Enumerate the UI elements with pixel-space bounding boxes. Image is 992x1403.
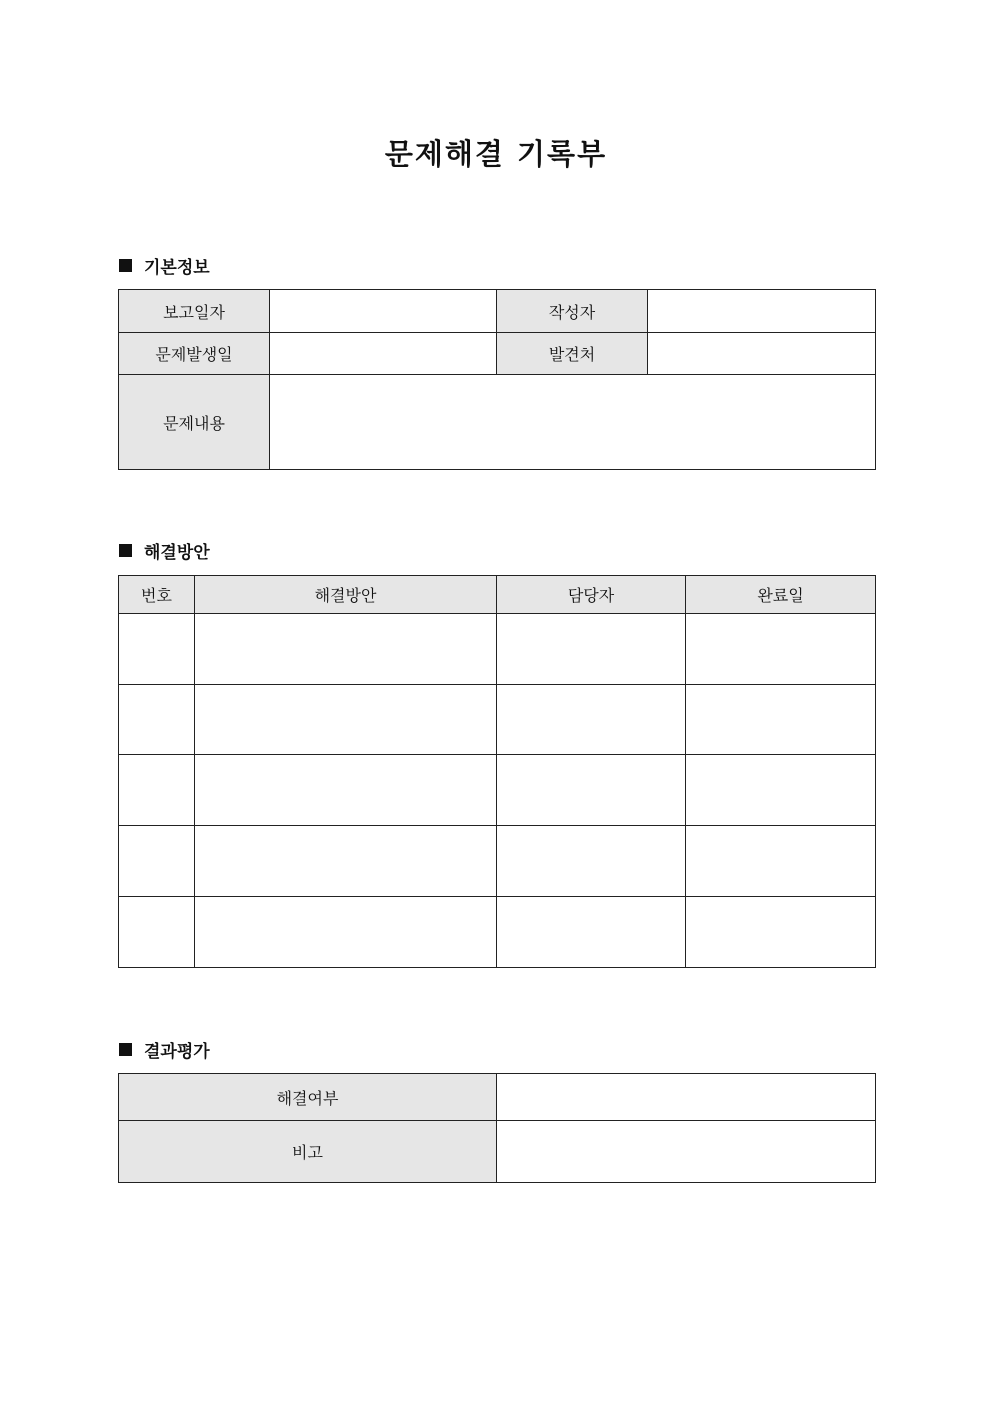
solutions-heading-text: 해결방안: [144, 542, 210, 563]
author-field[interactable]: [648, 290, 876, 333]
column-header-completion-date: 완료일: [686, 576, 876, 614]
evaluation-heading: [119, 1038, 210, 1060]
solution-cell[interactable]: [195, 614, 497, 685]
occurrence-date-field[interactable]: [270, 333, 497, 375]
report-date-label: 보고일자: [119, 290, 270, 333]
remarks-label: 비고: [119, 1121, 497, 1183]
solutions-heading: [119, 539, 210, 561]
assignee-cell[interactable]: [497, 826, 686, 897]
completion-date-cell[interactable]: [686, 755, 876, 826]
author-label: 작성자: [497, 290, 648, 333]
table-row: [119, 290, 876, 333]
discoverer-field[interactable]: [648, 333, 876, 375]
assignee-cell[interactable]: [497, 685, 686, 755]
completion-date-cell[interactable]: [686, 826, 876, 897]
solution-cell[interactable]: [195, 897, 497, 968]
table-header-row: [119, 576, 876, 614]
number-cell[interactable]: [119, 685, 195, 755]
black-square-bullet-icon: [119, 544, 132, 557]
solution-cell[interactable]: [195, 685, 497, 755]
table-row: [119, 1074, 876, 1121]
assignee-cell[interactable]: [497, 614, 686, 685]
completion-date-cell[interactable]: [686, 897, 876, 968]
table-row: [119, 685, 876, 755]
column-header-solution: 해결방안: [195, 576, 497, 614]
problem-content-label: 문제내용: [119, 375, 270, 470]
remarks-field[interactable]: [497, 1121, 876, 1183]
report-date-field[interactable]: [270, 290, 497, 333]
evaluation-table: [118, 1073, 876, 1183]
table-row: [119, 614, 876, 685]
basic-info-heading-text: 기본정보: [144, 257, 210, 278]
table-row: [119, 333, 876, 375]
discoverer-label: 발견처: [497, 333, 648, 375]
number-cell[interactable]: [119, 897, 195, 968]
completion-date-cell[interactable]: [686, 685, 876, 755]
solution-cell[interactable]: [195, 826, 497, 897]
evaluation-heading-text: 결과평가: [144, 1041, 210, 1062]
problem-content-field[interactable]: [270, 375, 876, 470]
black-square-bullet-icon: [119, 1043, 132, 1056]
assignee-cell[interactable]: [497, 755, 686, 826]
occurrence-date-label: 문제발생일: [119, 333, 270, 375]
completion-date-cell[interactable]: [686, 614, 876, 685]
table-row: [119, 375, 876, 470]
column-header-assignee: 담당자: [497, 576, 686, 614]
basic-info-table: [118, 289, 876, 470]
black-square-bullet-icon: [119, 259, 132, 272]
solution-cell[interactable]: [195, 755, 497, 826]
solutions-table: [118, 575, 876, 968]
resolved-label: 해결여부: [119, 1074, 497, 1121]
number-cell[interactable]: [119, 826, 195, 897]
table-row: [119, 826, 876, 897]
column-header-number: 번호: [119, 576, 195, 614]
number-cell[interactable]: [119, 755, 195, 826]
assignee-cell[interactable]: [497, 897, 686, 968]
table-row: [119, 755, 876, 826]
number-cell[interactable]: [119, 614, 195, 685]
basic-info-heading: [119, 254, 210, 276]
table-row: [119, 897, 876, 968]
document-title: 문제해결 기록부: [384, 137, 608, 171]
resolved-field[interactable]: [497, 1074, 876, 1121]
table-row: [119, 1121, 876, 1183]
